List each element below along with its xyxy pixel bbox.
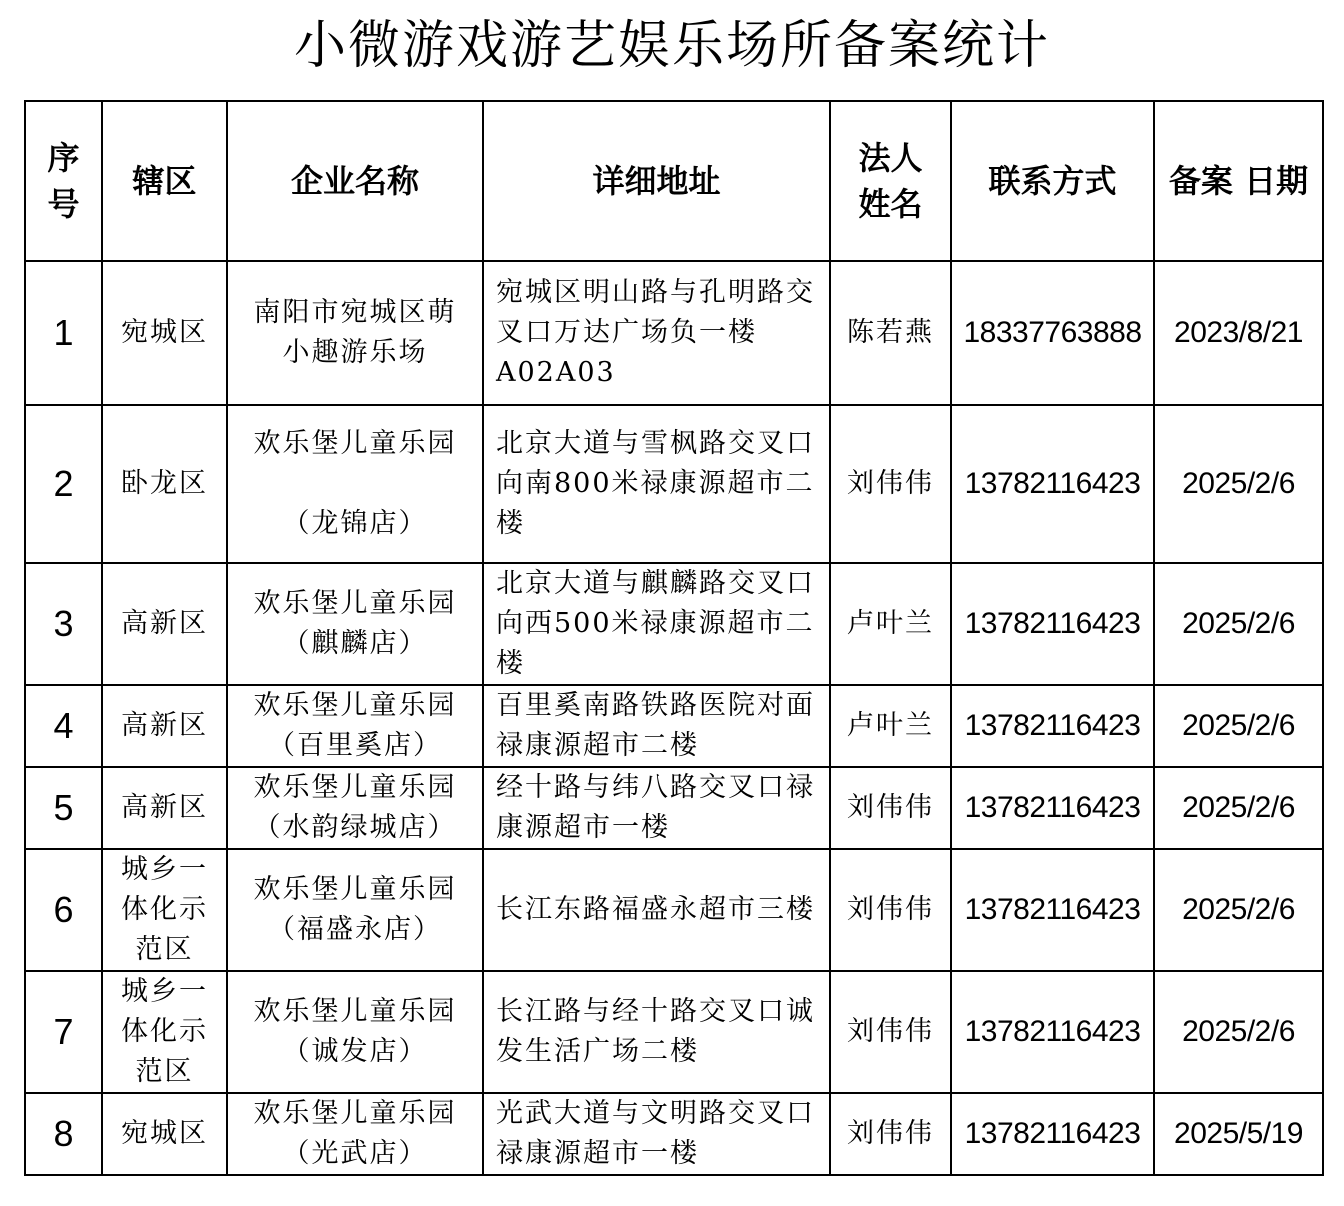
- cell-index: 3: [25, 563, 102, 685]
- cell-district: 宛城区: [102, 1093, 227, 1175]
- cell-date: 2025/2/6: [1154, 767, 1323, 849]
- table-row: [25, 563, 1323, 685]
- cell-company: 欢乐堡儿童乐园 （光武店）: [227, 1093, 483, 1175]
- cell-district: 宛城区: [102, 261, 227, 405]
- cell-index: 7: [25, 971, 102, 1093]
- cell-legal-person: 刘伟伟: [830, 971, 951, 1093]
- cell-index: 5: [25, 767, 102, 849]
- header-contact: 联系方式: [951, 101, 1154, 261]
- cell-contact: 13782116423: [951, 971, 1154, 1093]
- header-district: 辖区: [102, 101, 227, 261]
- page-title: 小微游戏游艺娱乐场所备案统计: [293, 16, 1050, 76]
- header-index: 序 号: [25, 101, 102, 261]
- cell-legal-person: 陈若燕: [830, 261, 951, 405]
- cell-address: 长江东路福盛永超市三楼: [483, 849, 830, 971]
- cell-date: 2025/2/6: [1154, 563, 1323, 685]
- cell-contact: 13782116423: [951, 767, 1154, 849]
- header-company: 企业名称: [227, 101, 483, 261]
- cell-legal-person: 卢叶兰: [830, 685, 951, 767]
- cell-district: 卧龙区: [102, 405, 227, 563]
- cell-address: 宛城区明山路与孔明路交叉口万达广场负一楼A02A03: [483, 261, 830, 405]
- cell-district: 高新区: [102, 767, 227, 849]
- table-row: [25, 971, 1323, 1093]
- cell-date: 2023/8/21: [1154, 261, 1323, 405]
- cell-company: 欢乐堡儿童乐园 （百里奚店）: [227, 685, 483, 767]
- cell-date: 2025/5/19: [1154, 1093, 1323, 1175]
- table-row: [25, 261, 1323, 405]
- cell-address: 长江路与经十路交叉口诚发生活广场二楼: [483, 971, 830, 1093]
- cell-date: 2025/2/6: [1154, 971, 1323, 1093]
- table-row: [25, 685, 1323, 767]
- cell-contact: 13782116423: [951, 563, 1154, 685]
- records-table: [24, 100, 1324, 1176]
- cell-contact: 18337763888: [951, 261, 1154, 405]
- cell-index: 1: [25, 261, 102, 405]
- header-row: [25, 101, 1323, 261]
- header-legal-person: 法人 姓名: [830, 101, 951, 261]
- cell-address: 北京大道与雪枫路交叉口向南800米禄康源超市二楼: [483, 405, 830, 563]
- cell-date: 2025/2/6: [1154, 405, 1323, 563]
- cell-date: 2025/2/6: [1154, 849, 1323, 971]
- cell-date: 2025/2/6: [1154, 685, 1323, 767]
- cell-company: 欢乐堡儿童乐园 （水韵绿城店）: [227, 767, 483, 849]
- cell-district: 城乡一 体化示 范区: [102, 971, 227, 1093]
- table-row: [25, 849, 1323, 971]
- cell-district: 城乡一 体化示 范区: [102, 849, 227, 971]
- cell-index: 4: [25, 685, 102, 767]
- table-row: [25, 1093, 1323, 1175]
- cell-legal-person: 卢叶兰: [830, 563, 951, 685]
- cell-company: 欢乐堡儿童乐园 （龙锦店）: [227, 405, 483, 563]
- cell-address: 光武大道与文明路交叉口禄康源超市一楼: [483, 1093, 830, 1175]
- cell-district: 高新区: [102, 563, 227, 685]
- cell-index: 2: [25, 405, 102, 563]
- cell-address: 北京大道与麒麟路交叉口向西500米禄康源超市二楼: [483, 563, 830, 685]
- cell-index: 8: [25, 1093, 102, 1175]
- cell-contact: 13782116423: [951, 1093, 1154, 1175]
- cell-legal-person: 刘伟伟: [830, 1093, 951, 1175]
- cell-company: 南阳市宛城区萌 小趣游乐场: [227, 261, 483, 405]
- cell-company: 欢乐堡儿童乐园 （诚发店）: [227, 971, 483, 1093]
- table-row: [25, 405, 1323, 563]
- cell-company: 欢乐堡儿童乐园 （麒麟店）: [227, 563, 483, 685]
- header-date: 备案 日期: [1154, 101, 1323, 261]
- cell-legal-person: 刘伟伟: [830, 767, 951, 849]
- cell-company: 欢乐堡儿童乐园 （福盛永店）: [227, 849, 483, 971]
- cell-address: 百里奚南路铁路医院对面禄康源超市二楼: [483, 685, 830, 767]
- table-row: [25, 767, 1323, 849]
- cell-legal-person: 刘伟伟: [830, 405, 951, 563]
- cell-legal-person: 刘伟伟: [830, 849, 951, 971]
- cell-contact: 13782116423: [951, 849, 1154, 971]
- cell-contact: 13782116423: [951, 405, 1154, 563]
- cell-district: 高新区: [102, 685, 227, 767]
- cell-index: 6: [25, 849, 102, 971]
- header-address: 详细地址: [483, 101, 830, 261]
- cell-contact: 13782116423: [951, 685, 1154, 767]
- cell-address: 经十路与纬八路交叉口禄康源超市一楼: [483, 767, 830, 849]
